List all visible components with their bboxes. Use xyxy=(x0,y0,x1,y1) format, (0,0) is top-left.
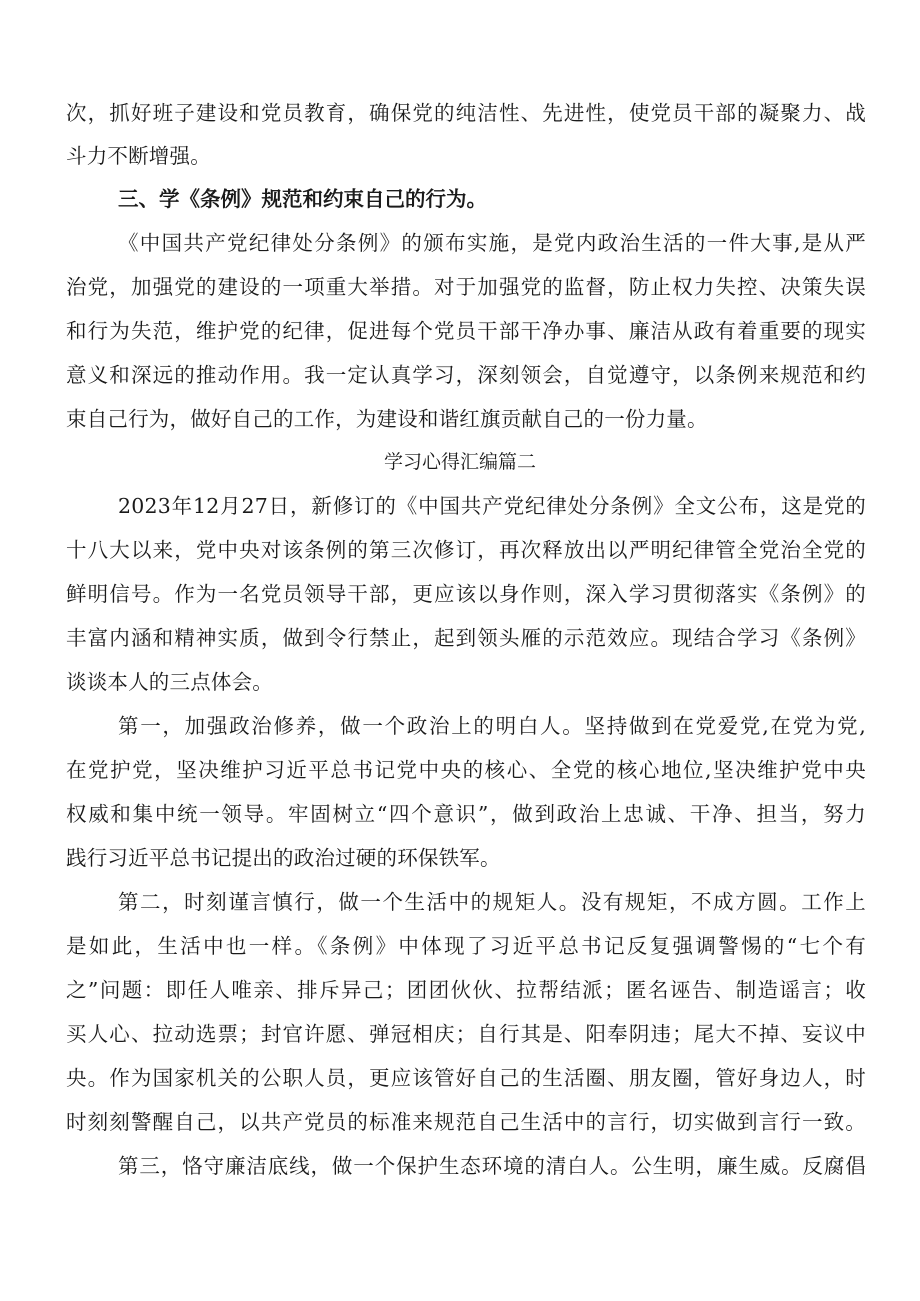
section-heading: 三、学《条例》规范和约束自己的行为。 xyxy=(118,187,487,211)
text-line: 在党护党，坚决维护习近平总书记党中央的核心、全党的核心地位,坚决维护党中央 xyxy=(66,758,866,782)
text-line: 权威和集中统一领导。牢固树立“四个意识”，做到政治上忠诚、干净、担当，努力 xyxy=(66,802,866,826)
text-line: 鲜明信号。作为一名党员领导干部，更应该以身作则，深入学习贯彻落实《条例》的 xyxy=(66,582,866,606)
text-line: 谈谈本人的三点体会。 xyxy=(66,670,273,694)
text-line: 第三，恪守廉洁底线，做一个保护生态环境的清白人。公生明，廉生威。反腐倡 xyxy=(118,1154,866,1178)
text-line: 央。作为国家机关的公职人员，更应该管好自己的生活圈、朋友圈，管好身边人，时 xyxy=(66,1066,866,1090)
text-line: 买人心、拉动选票；封官许愿、弹冠相庆；自行其是、阳奉阴违；尾大不掉、妄议中 xyxy=(66,1022,866,1046)
text-line: 第一，加强政治修养，做一个政治上的明白人。坚持做到在党爱党,在党为党, xyxy=(118,714,866,738)
text-line: 时刻刻警醒自己，以共产党员的标准来规范自己生活中的言行，切实做到言行一致。 xyxy=(66,1110,866,1134)
text-line: 次，抓好班子建设和党员教育，确保党的纯洁性、先进性，使党员干部的凝聚力、战 xyxy=(66,101,866,125)
text-line: 治党，加强党的建设的一项重大举措。对于加强党的监督，防止权力失控、决策失误 xyxy=(66,275,866,299)
text-line: 和行为失范，维护党的纪律，促进每个党员干部干净办事、廉洁从政有着重要的现实 xyxy=(66,319,866,343)
text-line: 践行习近平总书记提出的政治过硬的环保铁军。 xyxy=(66,846,501,870)
text-line: 十八大以来，党中央对该条例的第三次修订，再次释放出以严明纪律管全党治全党的 xyxy=(66,538,866,562)
text-line: 《中国共产党纪律处分条例》的颁布实施，是党内政治生活的一件大事,是从严 xyxy=(118,231,866,255)
text-line: 之”问题：即任人唯亲、排斥异己；团团伙伙、拉帮结派；匿名诬告、制造谣言；收 xyxy=(66,978,866,1002)
text-line: 束自己行为，做好自己的工作，为建设和谐红旗贡献自己的一份力量。 xyxy=(66,407,708,431)
text-line: 是如此，生活中也一样。《条例》中体现了习近平总书记反复强调警惕的“七个有 xyxy=(66,934,866,958)
text-line: 2023年12月27日，新修订的《中国共产党纪律处分条例》全文公布，这是党的 xyxy=(118,494,866,518)
text-line: 斗力不断增强。 xyxy=(66,144,211,168)
text-line: 丰富内涵和精神实质，做到令行禁止，起到领头雁的示范效应。现结合学习《条例》 xyxy=(66,626,866,650)
text-line: 意义和深远的推动作用。我一定认真学习，深刻领会，自觉遵守，以条例来规范和约 xyxy=(66,363,866,387)
section-subtitle: 学习心得汇编篇二 xyxy=(383,451,536,473)
text-line: 第二，时刻谨言慎行，做一个生活中的规矩人。没有规矩，不成方圆。工作上 xyxy=(118,890,866,914)
